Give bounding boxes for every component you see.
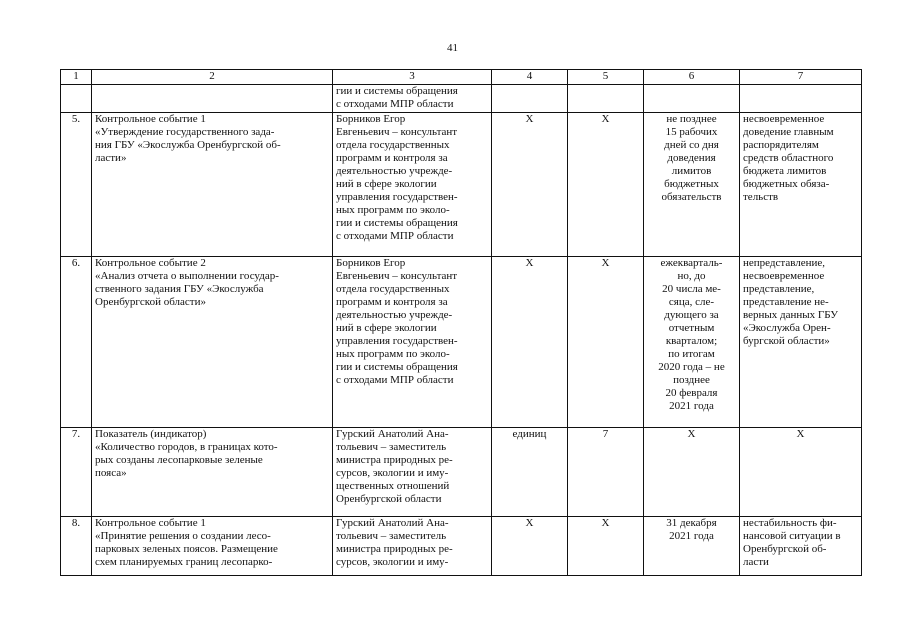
cell-title-text: Контрольное событие 2 «Анализ отчета о выполнении государ- ственного задания ГБУ «Экослужба Оренбургской области» [95,257,279,308]
cell-num: 6. [61,257,92,428]
table-body [61,85,862,576]
header-cell-col3: 3 [333,70,492,85]
cell-risk: Х [740,428,862,517]
table-row-continuation [61,85,862,113]
header-cell-col2: 2 [92,70,333,85]
table-row [61,428,862,517]
cell-deadline [644,113,740,257]
header-cell-col7: 7 [740,70,862,85]
cell-num [61,85,92,113]
cell-title [92,113,333,257]
cell-risk [740,517,862,576]
cell-title [92,85,333,113]
cell-deadline-text: не позднее 15 рабочих дней со дня доведения лимитов бюджетных обязательств [661,113,722,203]
header-cell-col1: 1 [61,70,92,85]
cell-risk-text: нестабильность фи- нансовой ситуации в Оренбургской об- ласти [743,517,841,568]
cell-responsible [333,257,492,428]
cell-responsible-text: Борников Егор Евгеньевич – консультант отдела государственных программ и контроля за деятельностью учрежде- ний в сфере экологии управления государствен- ных программ по эколо- гии и системы обращения с отходами МПР области [336,257,458,386]
cell-risk [740,257,862,428]
table-row [61,257,862,428]
cell-deadline [644,517,740,576]
cell-responsible-text: гии и системы обращения с отходами МПР области [336,85,458,110]
cell-deadline: Х [644,428,740,517]
cell-responsible-text: Гурский Анатолий Ана- тольевич – заместитель министра природных ре- сурсов, экологии и иму- щественных отношений Оренбургской области [336,428,453,505]
cell-title [92,428,333,517]
cell-value: Х [568,113,644,257]
header-cell-col4: 4 [492,70,568,85]
table-row [61,113,862,257]
page-number: 41 [447,42,458,54]
cell-unit: единиц [492,428,568,517]
cell-value: Х [568,517,644,576]
cell-title-text: Контрольное событие 1 «Принятие решения о создании лесо- парковых зеленых поясов. Размещение схем планируемых границ лесопарко- [95,517,278,568]
cell-unit: Х [492,113,568,257]
cell-title-text: Контрольное событие 1 «Утверждение государственного зада- ния ГБУ «Экослужба Оренбургской об- ласти» [95,113,281,164]
plan-table [60,69,862,576]
cell-responsible-text: Гурский Анатолий Ана- тольевич – заместитель министра природных ре- сурсов, экологии и иму- [336,517,453,568]
cell-risk-text: непредставление, несвоевременное представление, представление не- верных данных ГБУ «Экослужба Орен- бургской области» [743,257,839,347]
cell-unit [492,85,568,113]
cell-deadline-text: 31 декабря 2021 года [666,517,717,542]
cell-title-text: Показатель (индикатор) «Количество городов, в границах кото- рых созданы лесопарковые зеленые пояса» [95,428,278,479]
cell-risk-text: несвоевременное доведение главным распорядителям средств областного бюджета лимитов бюджетных обяза- тельств [743,113,834,203]
table-header [61,70,862,85]
cell-num: 7. [61,428,92,517]
cell-risk [740,113,862,257]
cell-title [92,257,333,428]
header-cell-col5: 5 [568,70,644,85]
cell-deadline [644,85,740,113]
table-row [61,517,862,576]
cell-title [92,517,333,576]
cell-responsible [333,85,492,113]
cell-unit: Х [492,517,568,576]
cell-responsible-text: Борников Егор Евгеньевич – консультант отдела государственных программ и контроля за деятельностью учрежде- ний в сфере экологии управления государствен- ных программ по эколо- гии и системы обращения с отходами МПР области [336,113,458,242]
cell-unit: Х [492,257,568,428]
cell-num: 8. [61,517,92,576]
cell-deadline [644,257,740,428]
cell-num: 5. [61,113,92,257]
cell-value: Х [568,257,644,428]
cell-responsible [333,517,492,576]
header-cell-col6: 6 [644,70,740,85]
cell-responsible [333,113,492,257]
cell-responsible [333,428,492,517]
header-row [61,70,862,85]
cell-deadline-text: ежекварталь- но, до 20 числа ме- сяца, сле- дующего за отчетным кварталом; по итогам 2020 года – не позднее 20 февраля 2021 года [658,257,725,412]
cell-risk [740,85,862,113]
cell-value: 7 [568,428,644,517]
cell-value [568,85,644,113]
